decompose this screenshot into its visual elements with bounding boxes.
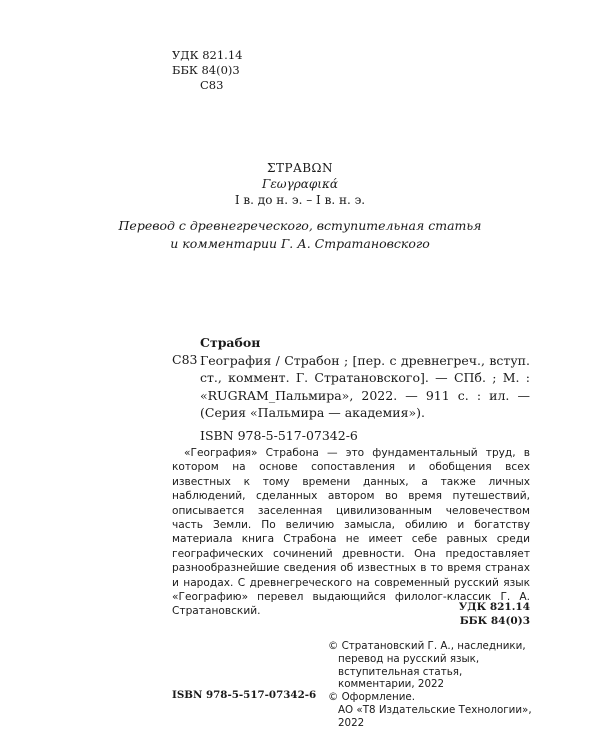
- copyright-line-1: © Стратановский Г. А., наследники,: [328, 640, 526, 652]
- title-block: [0, 160, 600, 208]
- copyright-line-5: © Оформление.: [328, 691, 416, 704]
- greek-author: ΣΤΡΑΒΩΝ: [267, 161, 333, 175]
- author-mark: С83: [200, 78, 224, 92]
- bbk-code-right: ББК 84(0)3: [459, 615, 530, 627]
- catalog-description: География / Страбон ; [пер. с древнегреч., вступ. ст., коммент. Г. Стратановского]. — СПб. ; М. : «RUGRAM_Пальмира», 2022. — 911 с. : ил. — (Серия «Пальмира — академия»).: [200, 353, 530, 420]
- udc-right-block: [459, 600, 530, 628]
- catalog-isbn: ISBN 978-5-517-07342-6: [200, 428, 358, 443]
- translator-note: [0, 217, 600, 253]
- copyright-line-4: комментарии, 2022: [338, 678, 445, 691]
- copyright-block: [328, 640, 548, 730]
- catalog-author: Страбон: [200, 335, 261, 350]
- udk-code: УДК 821.14: [172, 48, 243, 62]
- translator-line-2: и комментарии Г. А. Стратановского: [170, 236, 430, 251]
- greek-title: Γεωγραφικά: [262, 177, 338, 191]
- translator-line-1: Перевод с древнегреческого, вступительная статья: [118, 218, 482, 233]
- bbk-code: ББК 84(0)3: [172, 63, 240, 77]
- copyright-line-3: вступительная статья,: [338, 665, 463, 678]
- copyright-line-6: АО «Т8 Издательские Технологии», 2022: [338, 703, 532, 729]
- isbn-bottom: ISBN 978-5-517-07342-6: [172, 689, 317, 701]
- copyright-line-2: перевод на русский язык,: [338, 652, 480, 665]
- catalog-code: С83: [172, 352, 198, 367]
- annotation: «География» Страбона — это фундаментальный труд, в котором на основе сопоставления и обобщения всех известных к тому времени данных, а также личных наблюдений, сделанных автором во время путешествий, описывается заселенная цивилизованным человечеством часть Земли. По величию замысла, обилию и богатству материала книга Страбона не имеет себе равных среди географических сочинений древности. Она предоставляет разнообразнейшие сведения об известных в то время странах и народах. С древнегреческого на современный русский язык «Географию» перевел выдающийся филолог-классик Г. А. Стратановский.: [172, 447, 530, 618]
- udc-block: [172, 48, 242, 93]
- period: I в. до н. э. – I в. н. э.: [234, 193, 366, 207]
- udk-code-right: УДК 821.14: [458, 601, 530, 613]
